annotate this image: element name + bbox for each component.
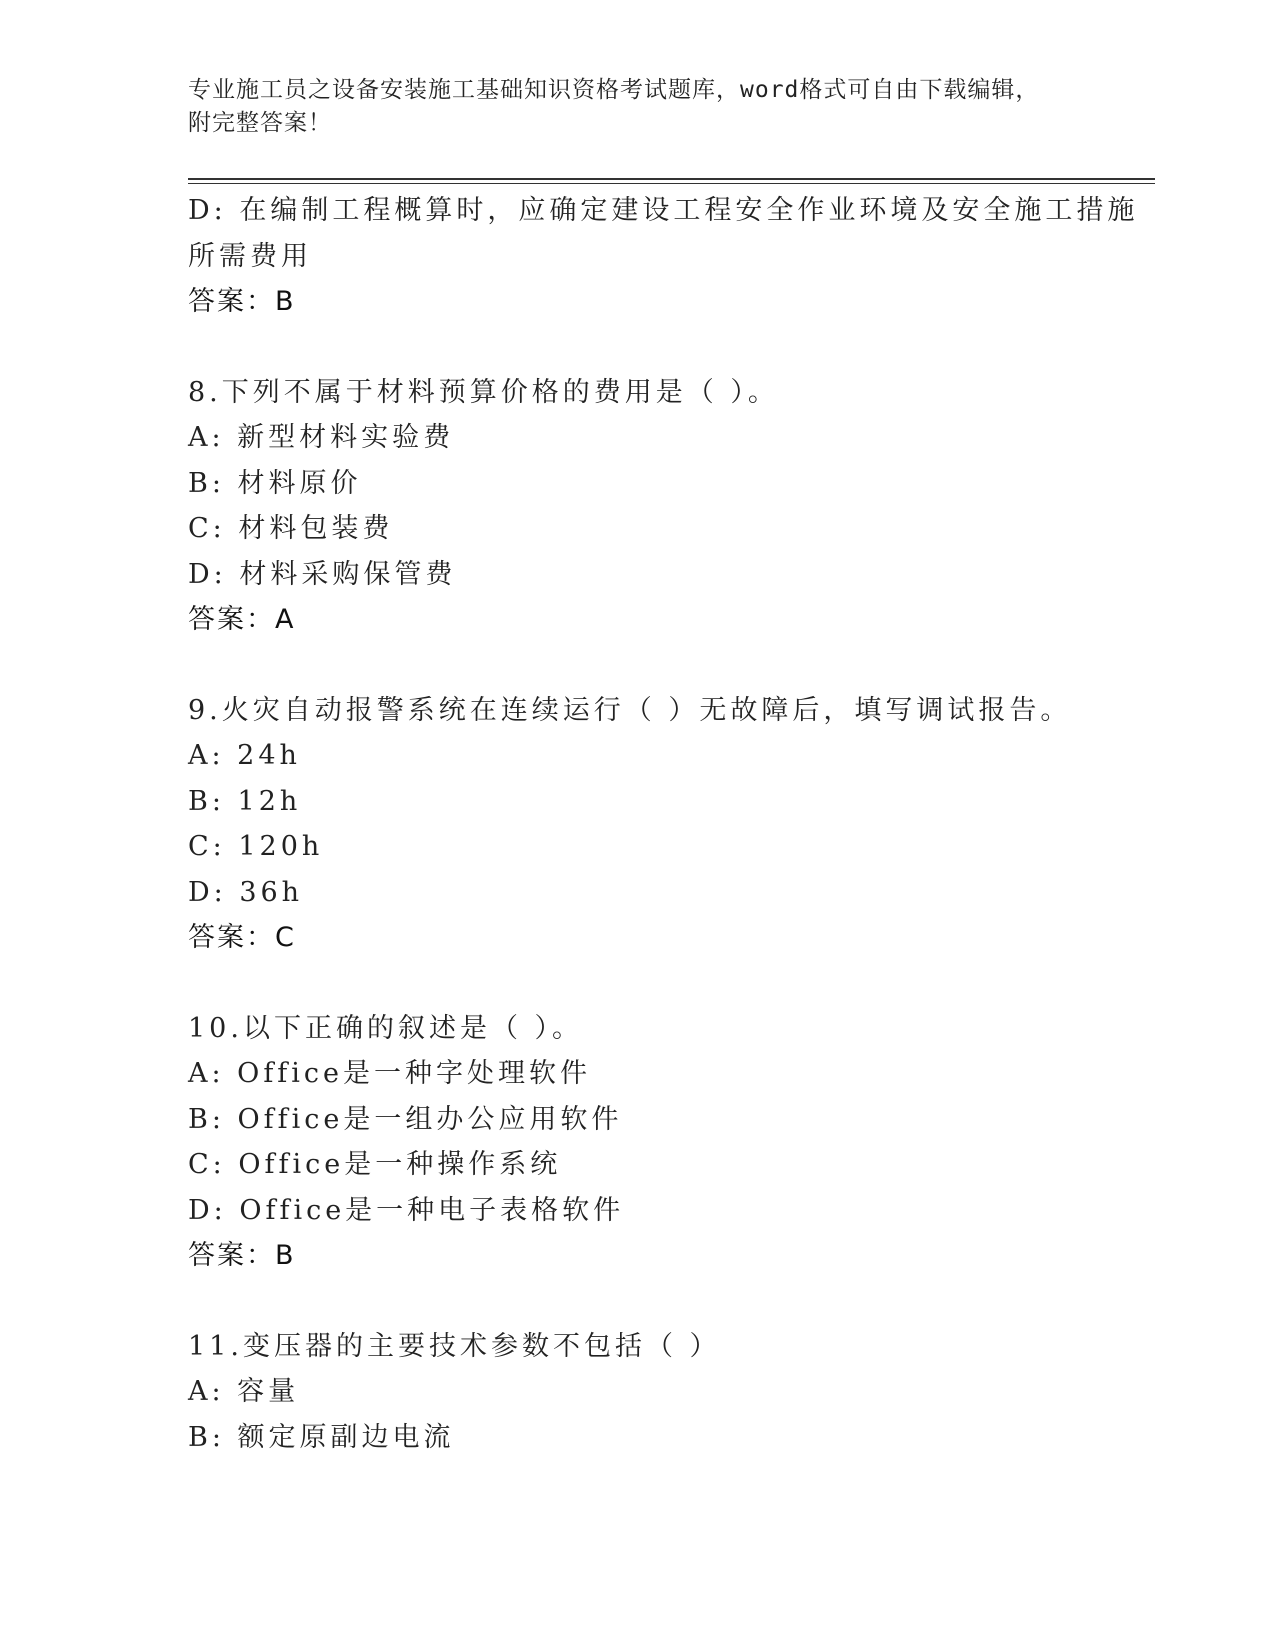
question-9: [188, 688, 1128, 961]
question-stem: 8.下列不属于材料预算价格的费用是（ ）。: [188, 376, 779, 408]
question-11: [188, 1324, 1128, 1461]
option-d-line-1: D: 在编制工程概算时，应确定建设工程安全作业环境及安全施工措施: [188, 195, 1139, 226]
question-list: [188, 188, 1139, 1460]
question-stem: 11.变压器的主要技术参数不包括（ ）: [188, 1330, 721, 1362]
option-c: C: 材料包装费: [188, 513, 394, 544]
answer-line: 答案：B: [188, 1240, 296, 1271]
option-d-line-2: 所需费用: [188, 240, 312, 272]
option-a: A: 24h: [188, 740, 301, 771]
question-8: [188, 370, 1128, 643]
header-divider-thin: [188, 183, 1155, 184]
option-d: D: 材料采购保管费: [188, 558, 457, 590]
document-header: [188, 74, 1088, 140]
answer-line: 答案：A: [188, 604, 296, 635]
option-c: C: 120h: [188, 831, 324, 862]
answer-line: 答案：B: [188, 286, 296, 317]
answer-line: 答案：C: [188, 922, 296, 953]
option-d: D: 36h: [188, 876, 304, 908]
option-a: A: 新型材料实验费: [188, 422, 455, 453]
question-stem: 10.以下正确的叙述是（ ）。: [188, 1012, 584, 1044]
header-title-line-1: 专业施工员之设备安装施工基础知识资格考试题库，word格式可自由下载编辑，: [188, 77, 1040, 103]
option-b: B: Office是一组办公应用软件: [188, 1103, 623, 1135]
question-7-continued: [188, 188, 1139, 325]
option-d: D: Office是一种电子表格软件: [188, 1194, 625, 1226]
option-c: C: Office是一种操作系统: [188, 1149, 562, 1180]
option-b: B: 12h: [188, 785, 302, 817]
option-b: B: 材料原价: [188, 467, 362, 499]
question-stem: 9.火灾自动报警系统在连续运行（ ）无故障后，填写调试报告。: [188, 694, 1072, 726]
option-b: B: 额定原副边电流: [188, 1421, 455, 1453]
option-a: A: 容量: [188, 1376, 300, 1407]
header-title-line-2: 附完整答案！: [188, 110, 332, 136]
header-divider-thick: [188, 178, 1155, 180]
option-a: A: Office是一种字处理软件: [188, 1058, 592, 1089]
question-10: [188, 1006, 1128, 1279]
